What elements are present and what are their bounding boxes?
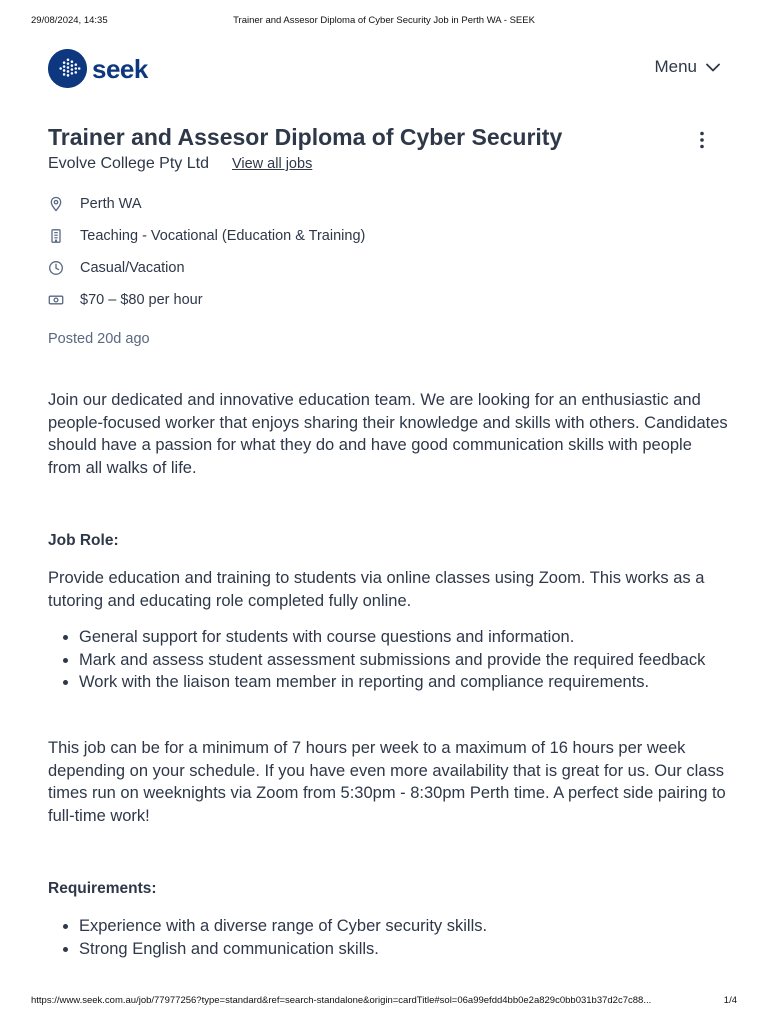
role-bullet-list (48, 626, 759, 694)
list-item: • General support for students with course questions and information. (79, 626, 759, 649)
list-item: • Work with the liaison team member in reporting and compliance requirements. (79, 671, 759, 694)
job-category (48, 228, 365, 244)
job-role-heading: Job Role: (48, 532, 119, 549)
print-page-number: 1/4 (723, 995, 737, 1006)
company-row (48, 155, 312, 173)
print-url: https://www.seek.com.au/job/77977256?type=standard&ref=search-standalone&origin=cardTitle#sol=06a99efdd4bb0e2a829c0bb031b37d2c7c88... (31, 995, 652, 1006)
job-role-paragraph: Provide education and training to students via online classes using Zoom. This works as a tutoring and educating role completed fully online. (48, 569, 705, 610)
location-text[interactable]: Perth WA (80, 196, 142, 212)
requirements-bullet-list (48, 915, 759, 960)
intro-paragraph: Join our dedicated and innovative education team. We are looking for an enthusiastic and people-focused worker that enjoys sharing their knowledge and skills with others. Candidates should have a passion for what they do and have good communication skills with people from all walks of life. (48, 391, 728, 477)
work-type-text: Casual/Vacation (80, 260, 185, 276)
view-all-jobs-link[interactable]: View all jobs (231, 156, 313, 172)
posted-date: Posted 20d ago (48, 331, 150, 347)
print-page-title: Trainer and Assesor Diploma of Cyber Security Job in Perth WA - SEEK (233, 15, 535, 26)
list-item: • Mark and assess student assessment submissions and provide the required feedback (79, 649, 759, 672)
seek-logo-text: seek (92, 53, 148, 84)
list-item: • Strong English and communication skills. (79, 938, 759, 961)
job-work-type (48, 260, 185, 276)
location-pin-icon (48, 196, 64, 212)
salary-text: $70 – $80 per hour (80, 292, 203, 308)
print-date: 29/08/2024, 14:35 (31, 15, 108, 26)
menu-label: Menu (654, 57, 697, 76)
money-icon (48, 292, 64, 308)
requirements-heading: Requirements: (48, 880, 157, 897)
seek-logo[interactable] (48, 49, 148, 88)
more-vertical-icon[interactable] (695, 131, 709, 149)
job-salary (48, 292, 203, 308)
top-navigation (48, 47, 720, 87)
building-icon (48, 228, 64, 244)
job-intro (48, 389, 728, 479)
category-text[interactable]: Teaching - Vocational (Education & Training) (80, 228, 366, 244)
company-name[interactable]: Evolve College Pty Ltd (48, 155, 209, 172)
clock-icon (48, 260, 64, 276)
seek-logo-icon (48, 49, 87, 88)
print-footer (0, 995, 768, 1009)
chevron-down-icon (706, 63, 720, 72)
list-item: • Experience with a diverse range of Cyber security skills. (79, 915, 759, 938)
menu-button[interactable] (654, 57, 720, 77)
hours-description (48, 737, 728, 827)
print-header (0, 15, 768, 31)
job-location (48, 196, 142, 212)
job-role-description (48, 567, 728, 612)
hours-paragraph: This job can be for a minimum of 7 hours per week to a maximum of 16 hours per week depending on your schedule. If you have even more availability that is great for us. Our class times run on weeknights via Zoom from 5:30pm - 8:30pm Perth time. A perfect side pairing to full-time work! (48, 739, 726, 825)
job-title: Trainer and Assesor Diploma of Cyber Security (48, 124, 563, 150)
